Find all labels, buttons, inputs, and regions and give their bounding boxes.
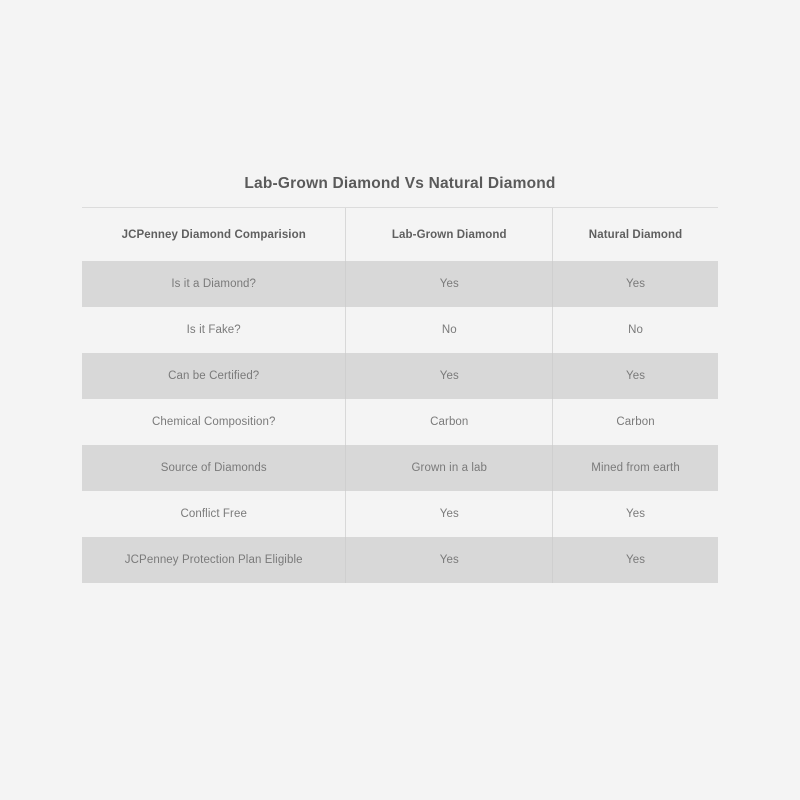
row-label: Can be Certified?: [82, 353, 346, 399]
table-row: [82, 537, 718, 583]
row-value-lab-grown: Yes: [346, 537, 553, 583]
column-header-feature: JCPenney Diamond Comparision: [82, 208, 346, 261]
row-label: Source of Diamonds: [82, 445, 346, 491]
comparison-table-container: [82, 175, 718, 583]
page-title: Lab-Grown Diamond Vs Natural Diamond: [82, 175, 718, 208]
row-value-natural: Yes: [553, 261, 718, 307]
row-value-natural: Yes: [553, 353, 718, 399]
table-row: [82, 261, 718, 307]
table-row: [82, 399, 718, 445]
row-value-lab-grown: No: [346, 307, 553, 353]
row-value-lab-grown: Yes: [346, 261, 553, 307]
table-body: [82, 261, 718, 583]
row-value-natural: Yes: [553, 537, 718, 583]
table-row: [82, 491, 718, 537]
row-label: Is it a Diamond?: [82, 261, 346, 307]
column-header-natural: Natural Diamond: [588, 229, 683, 241]
table-row: [82, 307, 718, 353]
row-value-lab-grown: Carbon: [346, 399, 553, 445]
table-header-row: [82, 208, 718, 261]
table-row: [82, 445, 718, 491]
row-label: Is it Fake?: [82, 307, 346, 353]
row-value-natural: Mined from earth: [553, 445, 718, 491]
table-row: [82, 353, 718, 399]
row-label: Conflict Free: [82, 491, 346, 537]
column-header-lab-grown: Lab-Grown Diamond: [346, 208, 553, 261]
row-value-lab-grown: Grown in a lab: [346, 445, 553, 491]
row-label: JCPenney Protection Plan Eligible: [82, 537, 346, 583]
row-label: Chemical Composition?: [82, 399, 346, 445]
table-header: [82, 208, 718, 261]
row-value-natural: Yes: [626, 508, 646, 520]
row-value-lab-grown: Yes: [346, 353, 553, 399]
row-value-natural: Carbon: [616, 416, 655, 428]
comparison-table: [82, 208, 718, 583]
row-value-lab-grown: Yes: [346, 491, 553, 537]
row-value-natural: No: [628, 324, 644, 336]
